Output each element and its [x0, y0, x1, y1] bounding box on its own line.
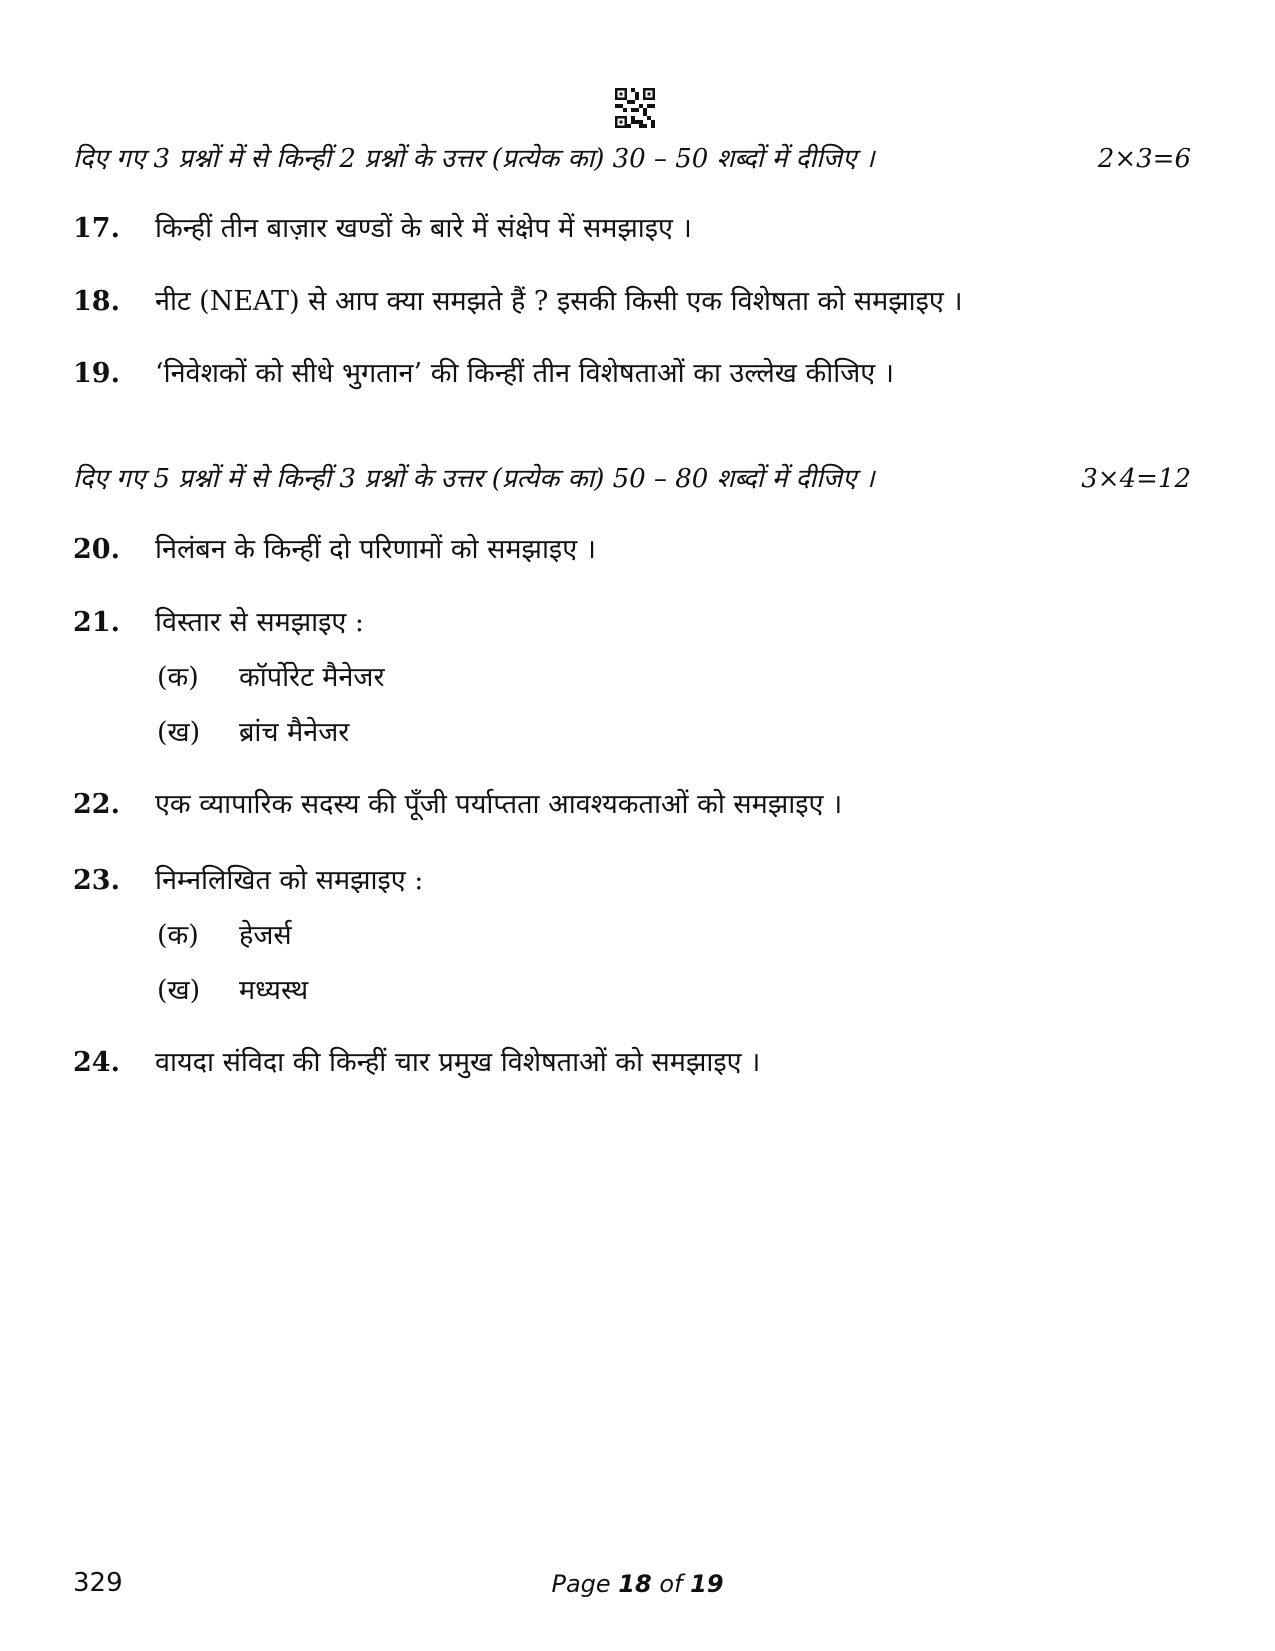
- marks-scheme: 2×3=6: [1097, 144, 1191, 174]
- question: [73, 532, 596, 568]
- question-text: ‘निवेशकों को सीधे भुगतान’ की किन्हीं तीन विशेषताओं का उल्लेख कीजिए ।: [155, 358, 894, 389]
- part-text: कॉर्पोरेट मैनेजर: [239, 662, 385, 693]
- question-number: 18.: [73, 286, 120, 317]
- question-text: नीट (NEAT) से आप क्या समझते हैं ? इसकी किसी एक विशेषता को समझाइए ।: [155, 286, 963, 317]
- question-number: 23.: [73, 865, 120, 896]
- question-text: निलंबन के किन्हीं दो परिणामों को समझाइए ।: [155, 534, 596, 565]
- question-number: 19.: [73, 358, 120, 389]
- part-text: ब्रांच मैनेजर: [239, 717, 350, 748]
- section-instruction: [73, 462, 1191, 496]
- question: [73, 605, 364, 641]
- page-current: 18: [618, 1570, 652, 1598]
- question: [73, 356, 894, 392]
- part-label: (ख): [157, 717, 201, 748]
- page-total: 19: [690, 1570, 724, 1598]
- question-number: 22.: [73, 789, 120, 820]
- question-text: एक व्यापारिक सदस्य की पूँजी पर्याप्तता आवश्यकताओं को समझाइए ।: [155, 789, 843, 820]
- question-part: [157, 715, 349, 751]
- question: [73, 787, 842, 823]
- question-text: किन्हीं तीन बाज़ार खण्डों के बारे में संक्षेप में समझाइए ।: [155, 213, 692, 244]
- page-number: [0, 1568, 1275, 1600]
- question-text: विस्तार से समझाइए :: [155, 607, 365, 638]
- question-part: [157, 918, 292, 954]
- part-text: मध्यस्थ: [239, 975, 309, 1006]
- qr-code-icon: [615, 88, 655, 128]
- page-of: of: [659, 1570, 683, 1598]
- question-number: 20.: [73, 534, 120, 565]
- question-number: 21.: [73, 607, 120, 638]
- question: [73, 211, 692, 247]
- part-label: (ख): [157, 975, 201, 1006]
- question-text: वायदा संविदा की किन्हीं चार प्रमुख विशेषताओं को समझाइए ।: [155, 1047, 761, 1078]
- question-number: 24.: [73, 1047, 120, 1078]
- paper-code: 329: [73, 1568, 123, 1598]
- question: [73, 863, 423, 899]
- question: [73, 1045, 760, 1081]
- question-part: [157, 973, 308, 1009]
- marks-scheme: 3×4=12: [1081, 464, 1191, 494]
- part-text: हेजर्स: [239, 920, 292, 951]
- section-instruction: [73, 142, 1191, 176]
- question-text: निम्नलिखित को समझाइए :: [155, 865, 424, 896]
- question-part: [157, 660, 385, 696]
- question: [73, 284, 963, 320]
- instruction-text: दिए गए 5 प्रश्नों में से किन्हीं 3 प्रश्नों के उत्तर (प्रत्येक का) 50 – 80 शब्दों में दीजिए ।: [73, 464, 875, 494]
- part-label: (क): [157, 920, 199, 951]
- instruction-text: दिए गए 3 प्रश्नों में से किन्हीं 2 प्रश्नों के उत्तर (प्रत्येक का) 30 – 50 शब्दों में दीजिए ।: [73, 144, 875, 174]
- page-prefix: Page: [551, 1570, 611, 1598]
- question-number: 17.: [73, 213, 120, 244]
- part-label: (क): [157, 662, 199, 693]
